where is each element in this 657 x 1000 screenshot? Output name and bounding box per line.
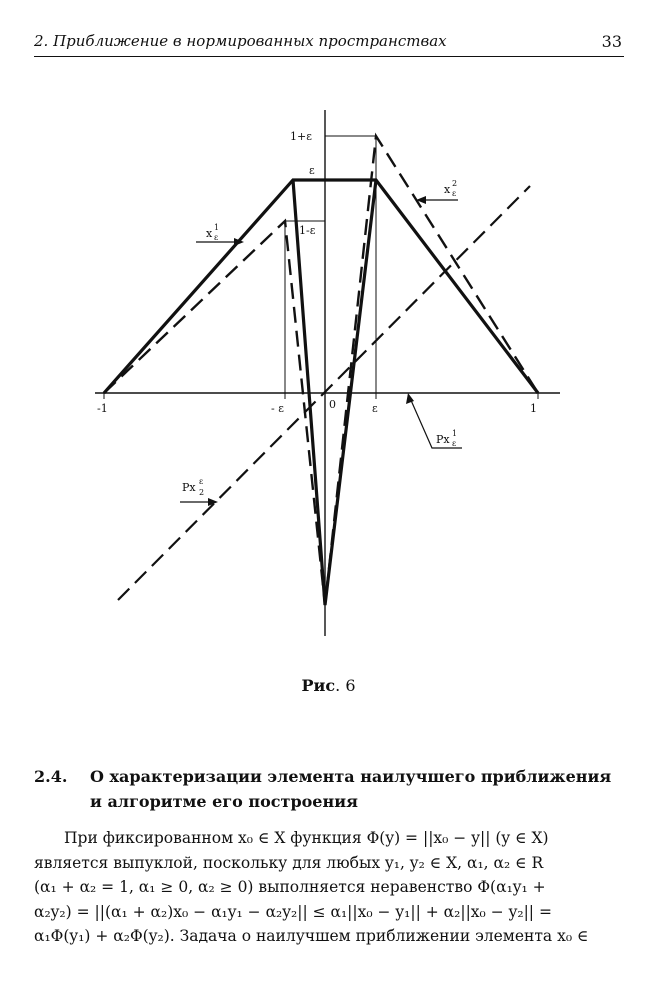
paragraph-line-1: При фиксированном x₀ ∈ X функция Φ(y) = ||x₀ − y|| (y ∈ X) <box>64 829 549 847</box>
section-number: 2.4. <box>34 767 68 786</box>
paragraph-line-2: является выпуклой, поскольку для любых y₁, y₂ ∈ X, α₁, α₂ ∈ R <box>34 853 544 872</box>
curve-x1-eps-solid <box>104 180 538 393</box>
label-px2-eps-sub: 2 <box>199 488 205 497</box>
section-heading <box>34 764 626 814</box>
pointer-px1-eps-arrowhead <box>406 393 414 404</box>
caption-prefix: Рис <box>301 676 336 695</box>
body-paragraph <box>34 826 626 949</box>
label-px1-eps-sup: 1 <box>452 429 458 438</box>
label-px1-eps-sub: ε <box>452 439 457 448</box>
label-x2-eps-sub: ε <box>452 189 457 198</box>
label-eps-top: ε <box>309 164 315 177</box>
tick-label-one: 1 <box>530 402 537 415</box>
tick-label-zero: 0 <box>329 398 336 411</box>
label-one-minus-eps: 1-ε <box>299 224 316 237</box>
section-title-line-2: и алгоритме его построения <box>90 792 358 811</box>
label-one-plus-eps: 1+ε <box>290 130 312 143</box>
label-px2-eps-sup: ε <box>199 477 204 486</box>
label-px2-eps: Px <box>182 481 196 494</box>
paragraph-line-4: α₂y₂) = ||(α₁ + α₂)x₀ − α₁y₁ − α₂y₂|| ≤ α₁||x₀ − y₁|| + α₂||x₀ − y₂|| = <box>34 902 552 921</box>
label-x2-eps: x <box>444 183 451 196</box>
tick-label-eps: ε <box>372 402 378 415</box>
label-px1-eps: Px <box>436 433 450 446</box>
tick-label-minus-one: -1 <box>97 402 108 415</box>
label-x1-eps-sub: ε <box>214 233 219 242</box>
paragraph-line-3: (α₁ + α₂ = 1, α₁ ≥ 0, α₂ ≥ 0) выполняется неравенство Φ(α₁y₁ + <box>34 878 546 896</box>
tick-label-minus-eps: - ε <box>271 402 284 415</box>
paragraph-line-5: α₁Φ(y₁) + α₂Φ(y₂). Задача о наилучшем приближении элемента x₀ ∈ <box>34 927 589 945</box>
label-x1-eps-sup: 1 <box>214 223 220 232</box>
figure-caption <box>0 676 657 695</box>
label-x2-eps-sup: 2 <box>452 179 458 188</box>
running-title: 2. Приближение в нормированных пространствах <box>34 32 447 50</box>
caption-number: . 6 <box>335 676 356 695</box>
page-number: 33 <box>601 32 622 51</box>
label-x1-eps: x <box>206 227 213 240</box>
section-title-line-1: О характеризации элемента наилучшего приближения <box>90 767 612 786</box>
